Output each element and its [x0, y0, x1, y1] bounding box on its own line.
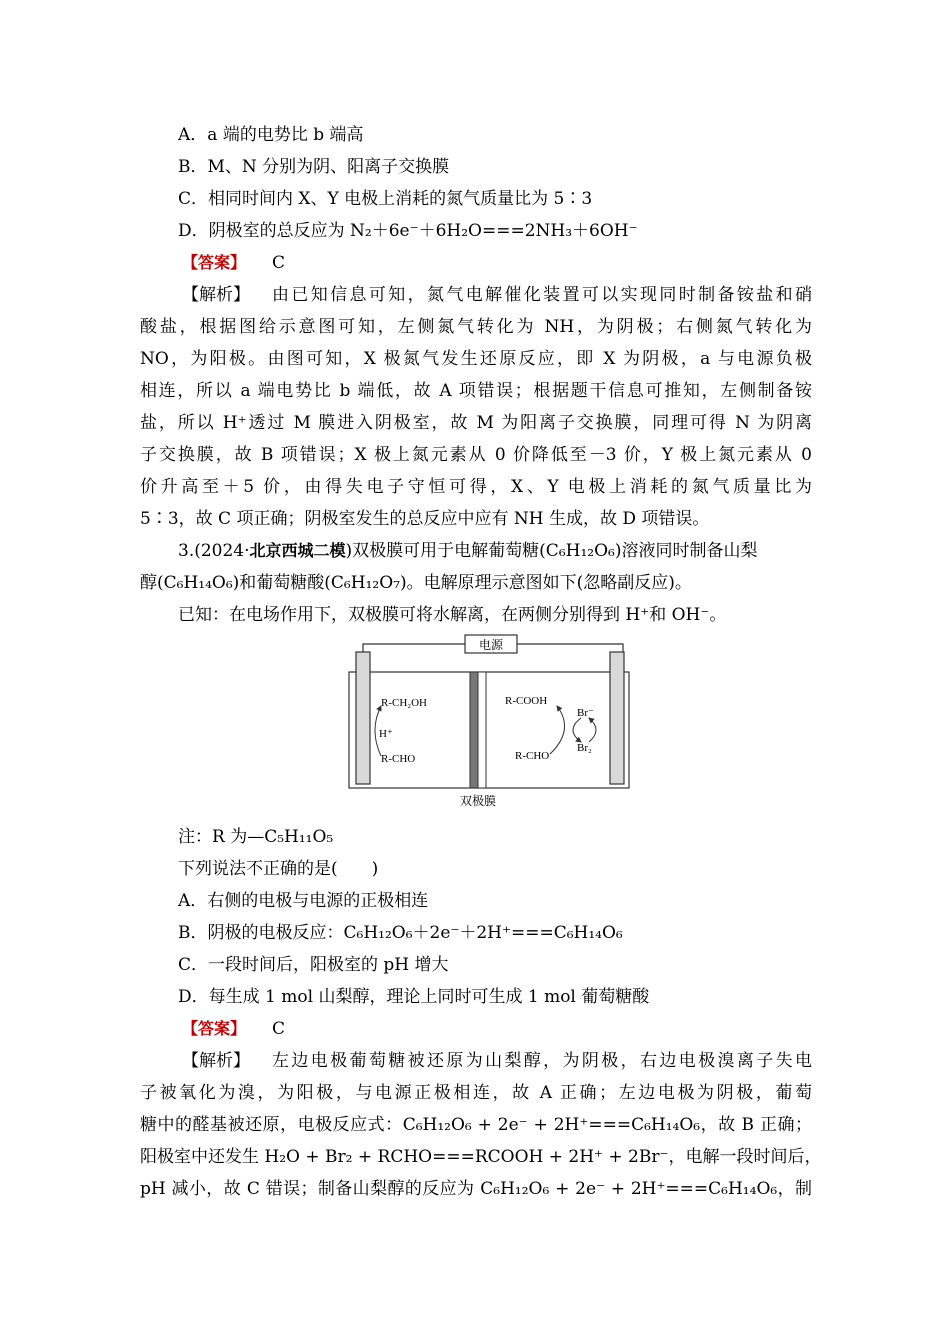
q2-option-c: C．相同时间内 X、Y 电极上消耗的氮气质量比为 5∶3 [178, 189, 593, 209]
q2-answer-label: 【答案】 [182, 253, 247, 272]
q2-analysis-line: 5∶3，故 C 项正确；阴极室发生的总反应中应有 NH 生成，故 D 项错误。 [140, 509, 710, 529]
q3-stem-line2: 醇(C₆H₁₄O₆)和葡萄糖酸(C₆H₁₂O₇)。电解原理示意图如下(忽略副反应)。 [140, 573, 692, 593]
q3-answer-value: C [272, 1019, 286, 1039]
right-top-label: R-COOH [505, 695, 548, 707]
q3-question: 下列说法不正确的是( ) [178, 859, 379, 879]
left-top-label: R-CH₂OH [381, 697, 428, 709]
bipolar-membrane-dark [470, 672, 478, 788]
q2-option-d: D．阴极室的总反应为 N₂＋6e⁻＋6H₂O===2NH₃＋6OH⁻ [178, 221, 638, 241]
q3-number: 3.(2024· [178, 541, 250, 561]
right-wire [517, 644, 623, 660]
left-wire [363, 644, 465, 660]
q2-analysis-line: 盐，所以 H⁺透过 M 膜进入阴极室，故 M 为阳离子交换膜，同理可得 N 为阴离 [140, 413, 812, 433]
br-minus-label: Br⁻ [577, 707, 594, 719]
bipolar-membrane-light [478, 672, 486, 788]
q3-stem-rest: )双极膜可用于电解葡萄糖(C₆H₁₂O₆)溶液同时制备山梨 [345, 541, 758, 561]
q2-option-b: B．M、N 分别为阴、阳离子交换膜 [178, 157, 450, 177]
q2-option-a: A．a 端的电势比 b 端高 [178, 125, 364, 145]
right-bottom-label: R-CHO [515, 750, 550, 762]
q3-source: 北京西城二模 [249, 541, 346, 560]
q2-analysis-line: NO，为阳极。由图可知，X 极氮气发生还原反应，即 X 为阴极，a 与电源负极 [140, 349, 812, 369]
br2-label: Br₂ [577, 742, 592, 754]
q3-analysis-line: 阳极室中还发生 H₂O + Br₂ + RCHO===RCOOH + 2H⁺ + 2Br⁻，电解一段时间后， [140, 1147, 822, 1167]
q3-analysis-line: pH 减小，故 C 错误；制备山梨醇的反应为 C₆H₁₂O₆ + 2e⁻ + 2H⁺===C₆H₁₄O₆，制 [140, 1179, 812, 1199]
q3-stem-line1 [178, 540, 757, 562]
left-electrode [356, 652, 370, 784]
q3-answer-label: 【答案】 [182, 1019, 247, 1038]
q2-analysis-line: 子交换膜，故 B 项错误；X 极上氮元素从 0 价降低至－3 价，Y 极上氮元素从 0 [140, 445, 812, 465]
left-bottom-label: R-CHO [381, 753, 416, 765]
q3-analysis-line: 子被氧化为溴，为阳极，与电源正极相连，故 A 正确；左边电极为阴极，葡萄 [140, 1083, 812, 1103]
bipolar-membrane-label: 双极膜 [459, 794, 497, 808]
q2-analysis-line: 价升高至＋5 价，由得失电子守恒可得，X、Y 电极上消耗的氮气质量比为 [140, 477, 812, 497]
q3-option-b: B．阴极的电极反应：C₆H₁₂O₆＋2e⁻＋2H⁺===C₆H₁₄O₆ [178, 923, 623, 943]
q2-analysis-line: 由已知信息可知，氮气电解催化装置可以实现同时制备铵盐和硝 [272, 285, 812, 305]
left-mid-label: H⁺ [379, 728, 393, 740]
q3-analysis-line: 糖中的醛基被还原，电极反应式：C₆H₁₂O₆ + 2e⁻ + 2H⁺===C₆H₁₄O₆，故 B 正确； [140, 1115, 812, 1135]
q3-answer-row [182, 1018, 285, 1040]
q3-note: 注：R 为—C₅H₁₁O₅ [178, 827, 334, 847]
q3-analysis-line: 左边电极葡萄糖被还原为山梨醇，为阴极，右边电极溴离子失电 [272, 1051, 812, 1071]
q3-option-a: A．右侧的电极与电源的正极相连 [178, 891, 429, 911]
electrolysis-diagram [345, 630, 635, 810]
q2-answer-row [182, 252, 285, 274]
power-source-label: 电源 [478, 638, 504, 652]
q3-known: 已知：在电场作用下，双极膜可将水解离，在两侧分别得到 H⁺和 OH⁻。 [178, 605, 727, 625]
right-electrode [610, 652, 624, 784]
q2-analysis-line: 酸盐，根据图给示意图可知，左侧氮气转化为 NH，为阴极；右侧氮气转化为 [140, 317, 812, 337]
q2-analysis-line: 相连，所以 a 端电势比 b 端低，故 A 项错误；根据题干信息可推知，左侧制备铵 [140, 381, 812, 401]
q3-option-d: D．每生成 1 mol 山梨醇，理论上同时可生成 1 mol 葡萄糖酸 [178, 987, 650, 1007]
q2-analysis-label: 【解析】 [182, 285, 250, 305]
q3-analysis-label: 【解析】 [182, 1051, 250, 1071]
q3-option-c: C．一段时间后，阳极室的 pH 增大 [178, 955, 449, 975]
q2-answer-value: C [272, 253, 286, 273]
